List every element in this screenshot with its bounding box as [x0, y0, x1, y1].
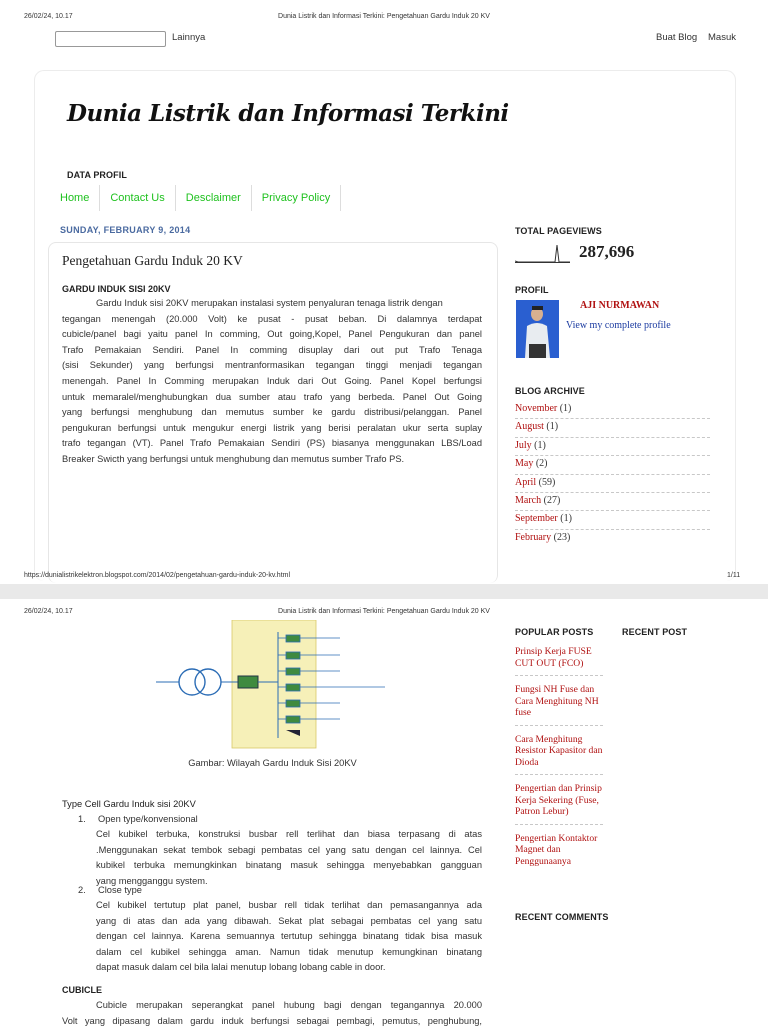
print-doc-title: Dunia Listrik dan Informasi Terkini: Pengetahuan Gardu Induk 20 KV	[278, 13, 490, 20]
print-datetime: 26/02/24, 10.17	[24, 13, 73, 20]
archive-item[interactable]	[515, 493, 710, 511]
print-datetime: 26/02/24, 10.17	[24, 608, 73, 615]
popular-posts-heading: POPULAR POSTS	[515, 627, 594, 637]
page-break	[0, 584, 768, 599]
total-pageviews-heading: TOTAL PAGEVIEWS	[515, 226, 602, 236]
figure-caption: Gambar: Wilayah Gardu Induk Sisi 20KV	[188, 758, 357, 768]
archive-item[interactable]	[515, 530, 710, 547]
post-section-heading: GARDU INDUK SISI 20KV	[62, 284, 171, 294]
paragraph-line: Breaker Swicth yang berfungsi untuk menghubung dan memutus sumber Trafo PS.	[62, 453, 405, 464]
print-page-number: 1/11	[727, 572, 741, 579]
data-profil-heading: DATA PROFIL	[67, 170, 127, 180]
recent-comments-heading: RECENT COMMENTS	[515, 912, 609, 922]
tab-desclaimer[interactable]: Desclaimer	[176, 185, 252, 211]
archive-item[interactable]	[515, 438, 710, 456]
create-blog-link[interactable]: Buat Blog	[656, 32, 698, 43]
body-line: yang mengganggu system.	[96, 875, 208, 886]
archive-month-link[interactable]: November	[515, 403, 558, 414]
list-item-title: Open type/konvensional	[98, 814, 198, 824]
navbar-search-input[interactable]	[55, 31, 166, 47]
archive-month-link[interactable]: March	[515, 494, 542, 506]
paragraph-line: yang berfungsi menghubung dan memutus sumber ke gardu distribusi/pelanggan. Panel	[62, 407, 482, 418]
archive-month-link[interactable]: April	[515, 476, 537, 488]
print-url: https://dunialistrikelektron.blogspot.com/2014/02/pengetahuan-gardu-induk-20-kv.html	[24, 572, 291, 579]
blog-archive-heading: BLOG ARCHIVE	[515, 386, 585, 396]
list-item-body	[96, 827, 482, 889]
archive-list	[515, 401, 710, 547]
list-item-body	[96, 898, 482, 976]
blog-title[interactable]: Dunia Listrik dan Informasi Terkini	[67, 100, 509, 127]
paragraph-line: pengukuran berfungsi untuk mengukur energi listrik yang berisi peralatan ukur serta suplay	[62, 422, 482, 433]
page-tabs	[50, 185, 341, 211]
archive-month-link[interactable]: February	[515, 531, 552, 543]
type-cell-heading: Type Cell Gardu Induk sisi 20KV	[62, 799, 196, 809]
tab-contact-us[interactable]: Contact Us	[100, 185, 175, 211]
paragraph-line: Gardu Induk sisi 20KV merupakan instalasi system penyaluran tenaga listrik dengan	[96, 298, 443, 308]
popular-posts-list	[515, 646, 603, 881]
popular-post-link[interactable]: Prinsip Kerja FUSE CUT OUT (FCO)	[515, 646, 603, 676]
archive-item[interactable]	[515, 511, 710, 529]
body-line: .Menggunakan sekat tembok sebagi pembatas cel yang satu dengan cel lainnya. Cel	[96, 844, 482, 855]
archive-month-link[interactable]: September	[515, 513, 558, 525]
print-doc-title: Dunia Listrik dan Informasi Terkini: Pengetahuan Gardu Induk 20 KV	[278, 608, 490, 615]
archive-item[interactable]	[515, 475, 710, 493]
post-title[interactable]: Pengetahuan Gardu Induk 20 KV	[62, 253, 243, 268]
post-paragraph	[62, 296, 482, 468]
archive-count: (59)	[538, 476, 556, 488]
navbar-more-link[interactable]: Lainnya	[172, 32, 206, 43]
popular-post-link[interactable]: Pengertian Kontaktor Magnet dan Penggunaanya	[515, 832, 598, 867]
paragraph-line: (sisi Sekunder) yang berfungsi mentranformasikan tegangan tinggi menjadi tegangan	[62, 360, 482, 371]
body-line: dalam cel kubikel sehingga aman. Namun tidak menutup kemungkinan binatang	[96, 946, 482, 957]
body-line: Cel kubikel tertutup plat panel, busbar rell tidak terlihat dan pemasangannya ada	[96, 900, 482, 910]
paragraph-line: trafo tegangan (VT). Panel Trafo Pemakaian Sendiri (PS) biasanya menggunakan LBS/Load	[62, 438, 482, 449]
archive-count: (2)	[535, 458, 548, 470]
pageviews-count: 287,696	[579, 242, 635, 261]
profil-heading: PROFIL	[515, 285, 549, 295]
popular-post-link[interactable]: Cara Menghitung Resistor Kapasitor dan Dioda	[515, 734, 603, 776]
profile-avatar[interactable]	[516, 300, 559, 358]
paragraph-line: cubicle/panel bagi yaitu panel In comming, Out going,Kopel, Panel Pengukuran dan panel	[62, 329, 482, 340]
archive-count: (1)	[546, 421, 559, 433]
popular-post-link[interactable]: Fungsi NH Fuse dan Cara Menghitung NH fuse	[515, 684, 603, 726]
paragraph-line: Volt yang dipasang dalam gardu induk berfungsi sebagai pembagi, pemutus, penghubung,	[62, 1015, 482, 1026]
list-number: 1.	[78, 814, 86, 824]
recent-post-heading: RECENT POST	[622, 627, 688, 637]
paragraph-line: Trafo Pemakaian Sendiri. Panel In comming disuplay dari out put Trafo Tenaga	[62, 344, 482, 355]
body-line: kubikel terbuka memungkinkan binatang masuk sehingga menyebabkan gangguan	[96, 860, 482, 871]
tab-home[interactable]: Home	[50, 185, 100, 211]
paragraph-line: menengah. Panel In Comming merupakan Induk dari Out Going. Panel Kopel berfungsi	[62, 375, 482, 386]
archive-item[interactable]	[515, 419, 710, 437]
view-profile-link[interactable]: View my complete profile	[566, 320, 671, 331]
list-number: 2.	[78, 885, 86, 895]
body-line: dapat masuk dalam cel bila lalai menutup lobang lobang cable in door.	[96, 962, 386, 973]
body-line: Cel kubikel terbuka, konstruksi busbar rell terlihat dan biasa terpasang di atas	[96, 829, 482, 839]
archive-count: (27)	[543, 494, 561, 506]
archive-count: (23)	[553, 531, 571, 543]
paragraph-line: tegangan menengah (20.000 Volt) ke pusat - pusat beban. Di dalamnya terdapat	[62, 313, 482, 324]
cubicle-heading: CUBICLE	[62, 985, 102, 995]
profile-name-link[interactable]: AJI NURMAWAN	[580, 300, 660, 311]
substation-diagram-image	[150, 620, 395, 752]
body-line: dengan cel lainnya. Karena semuannya tertutup sehingga binatang tidak bisa masuk	[96, 931, 482, 942]
archive-month-link[interactable]: July	[515, 439, 532, 451]
archive-count: (1)	[559, 403, 572, 414]
sign-in-link[interactable]: Masuk	[708, 32, 736, 43]
paragraph-line: untuk memaralel/menghubungkan dua sumber atau trafo yang berbeda. Panel Out Going	[62, 391, 482, 402]
archive-item[interactable]	[515, 456, 710, 474]
archive-count: (1)	[534, 439, 546, 451]
pageviews-sparkline	[515, 241, 570, 263]
body-line: yang di atas dan ada yang dibawah. Sekat plat sebagai pembatas cel yang satu	[96, 915, 482, 926]
popular-post-link[interactable]: Pengertian dan Prinsip Kerja Sekering (Fuse, Patron Lebur)	[515, 783, 603, 825]
archive-item[interactable]	[515, 401, 710, 419]
paragraph-line: Cubicle merupakan seperangkat panel hubung bagi dengan tegangannya 20.000	[96, 1000, 482, 1010]
archive-month-link[interactable]: May	[515, 458, 534, 470]
tab-privacy-policy[interactable]: Privacy Policy	[252, 185, 341, 211]
cubicle-paragraph	[62, 998, 482, 1029]
archive-month-link[interactable]: August	[515, 421, 544, 433]
list-item-title: Close type	[98, 885, 142, 895]
archive-count: (1)	[560, 513, 572, 525]
post-date-header: SUNDAY, FEBRUARY 9, 2014	[60, 225, 191, 235]
